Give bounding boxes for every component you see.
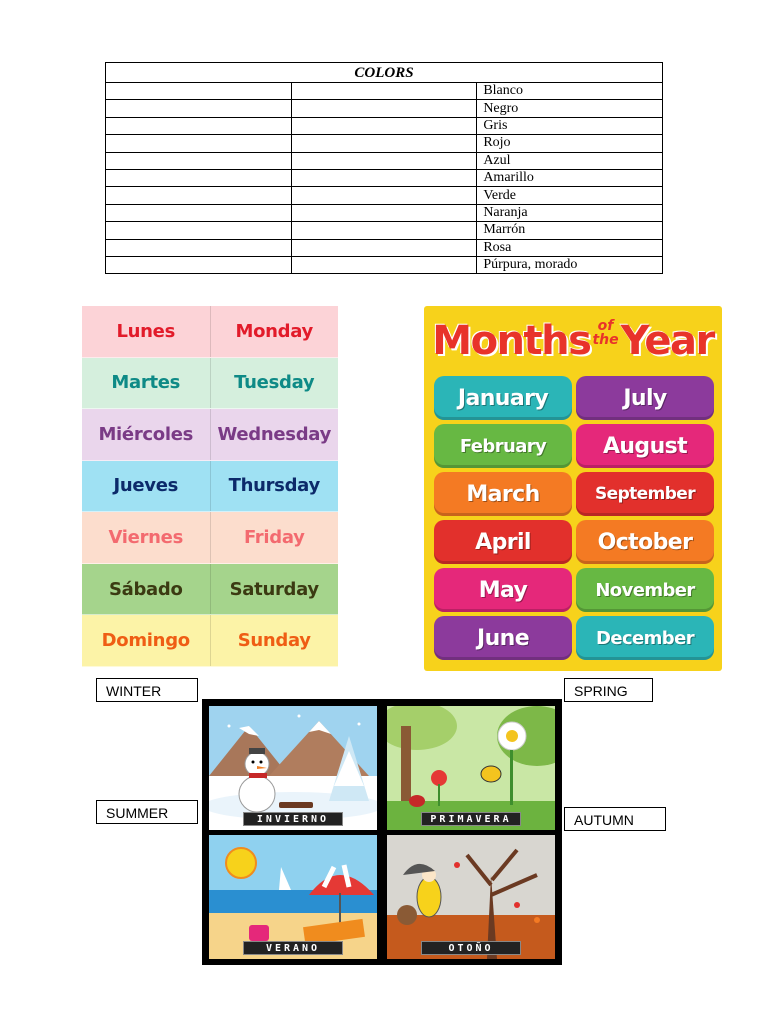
color-blank-cell-1	[106, 117, 292, 134]
day-english: Sunday	[237, 630, 311, 652]
color-blank-cell-1	[106, 152, 292, 169]
seasons-illustration	[202, 699, 562, 965]
day-spanish: Miércoles	[82, 409, 211, 460]
color-blank-cell-2	[291, 222, 477, 239]
color-spanish-cell: Gris	[477, 117, 663, 134]
day-spanish: Domingo	[82, 615, 211, 666]
months-of-the-year-poster	[424, 306, 722, 671]
winter-sign: INVIERNO	[243, 812, 343, 826]
colors-table	[105, 62, 663, 274]
month-march: March	[434, 472, 572, 516]
color-spanish-cell: Amarillo	[477, 169, 663, 186]
colors-row	[106, 256, 663, 273]
day-row	[82, 512, 338, 564]
color-blank-cell-1	[106, 100, 292, 117]
day-spanish: Lunes	[82, 306, 211, 357]
day-english: Thursday	[228, 475, 320, 497]
color-blank-cell-1	[106, 135, 292, 152]
winter-panel	[209, 706, 377, 830]
months-title-months: Months	[432, 318, 591, 364]
color-blank-cell-2	[291, 239, 477, 256]
day-spanish: Martes	[82, 358, 211, 409]
autumn-sign: OTOÑO	[421, 941, 521, 955]
month-june: June	[434, 616, 572, 660]
month-april: April	[434, 520, 572, 564]
day-row	[82, 615, 338, 667]
color-spanish-cell: Negro	[477, 100, 663, 117]
color-spanish-cell: Rojo	[477, 135, 663, 152]
spring-sign: PRIMAVERA	[421, 812, 521, 826]
months-grid	[434, 376, 714, 660]
autumn-panel	[387, 835, 555, 959]
color-blank-cell-1	[106, 83, 292, 100]
colors-row	[106, 239, 663, 256]
color-blank-cell-2	[291, 117, 477, 134]
month-may: May	[434, 568, 572, 612]
color-blank-cell-1	[106, 187, 292, 204]
colors-title-row	[106, 63, 663, 83]
month-november: November	[576, 568, 714, 612]
color-spanish-cell: Verde	[477, 187, 663, 204]
day-english: Monday	[235, 320, 313, 342]
day-row	[82, 306, 338, 358]
color-blank-cell-2	[291, 135, 477, 152]
months-title-year: Year	[620, 318, 714, 364]
months-title-of: of	[597, 318, 614, 334]
summer-panel	[209, 835, 377, 959]
month-august: August	[576, 424, 714, 468]
colors-row	[106, 135, 663, 152]
month-september: September	[576, 472, 714, 516]
day-english: Saturday	[229, 578, 319, 600]
colors-title: COLORS	[106, 63, 663, 83]
colors-row	[106, 222, 663, 239]
day-spanish: Sábado	[82, 564, 211, 615]
color-blank-cell-2	[291, 152, 477, 169]
spring-panel	[387, 706, 555, 830]
color-blank-cell-1	[106, 204, 292, 221]
season-label-spring: SPRING	[564, 678, 653, 702]
month-january: January	[434, 376, 572, 420]
month-december: December	[576, 616, 714, 660]
color-spanish-cell: Púrpura, morado	[477, 256, 663, 273]
color-spanish-cell: Naranja	[477, 204, 663, 221]
season-label-winter: WINTER	[96, 678, 198, 702]
color-blank-cell-1	[106, 256, 292, 273]
color-blank-cell-2	[291, 187, 477, 204]
colors-row	[106, 83, 663, 100]
summer-sign: VERANO	[243, 941, 343, 955]
day-row	[82, 564, 338, 616]
day-spanish: Viernes	[82, 512, 211, 563]
color-blank-cell-2	[291, 169, 477, 186]
color-blank-cell-2	[291, 100, 477, 117]
months-poster-title	[424, 318, 722, 364]
color-spanish-cell: Blanco	[477, 83, 663, 100]
color-blank-cell-2	[291, 204, 477, 221]
color-spanish-cell: Marrón	[477, 222, 663, 239]
season-label-autumn: AUTUMN	[564, 807, 666, 831]
months-title-of-the	[592, 319, 618, 347]
colors-row	[106, 117, 663, 134]
day-spanish: Jueves	[82, 461, 211, 512]
months-title-the: the	[592, 332, 619, 348]
day-english: Wednesday	[217, 423, 332, 445]
colors-row	[106, 187, 663, 204]
colors-row	[106, 169, 663, 186]
color-spanish-cell: Rosa	[477, 239, 663, 256]
day-english: Friday	[243, 527, 305, 549]
day-row	[82, 409, 338, 461]
color-blank-cell-1	[106, 239, 292, 256]
day-english: Tuesday	[234, 372, 315, 394]
color-blank-cell-1	[106, 169, 292, 186]
color-blank-cell-2	[291, 83, 477, 100]
colors-row	[106, 152, 663, 169]
season-label-summer: SUMMER	[96, 800, 198, 824]
colors-row	[106, 100, 663, 117]
color-blank-cell-2	[291, 256, 477, 273]
color-blank-cell-1	[106, 222, 292, 239]
day-row	[82, 358, 338, 410]
month-february: February	[434, 424, 572, 468]
days-of-week-chart	[82, 306, 338, 667]
month-october: October	[576, 520, 714, 564]
month-july: July	[576, 376, 714, 420]
colors-row	[106, 204, 663, 221]
color-spanish-cell: Azul	[477, 152, 663, 169]
day-row	[82, 461, 338, 513]
